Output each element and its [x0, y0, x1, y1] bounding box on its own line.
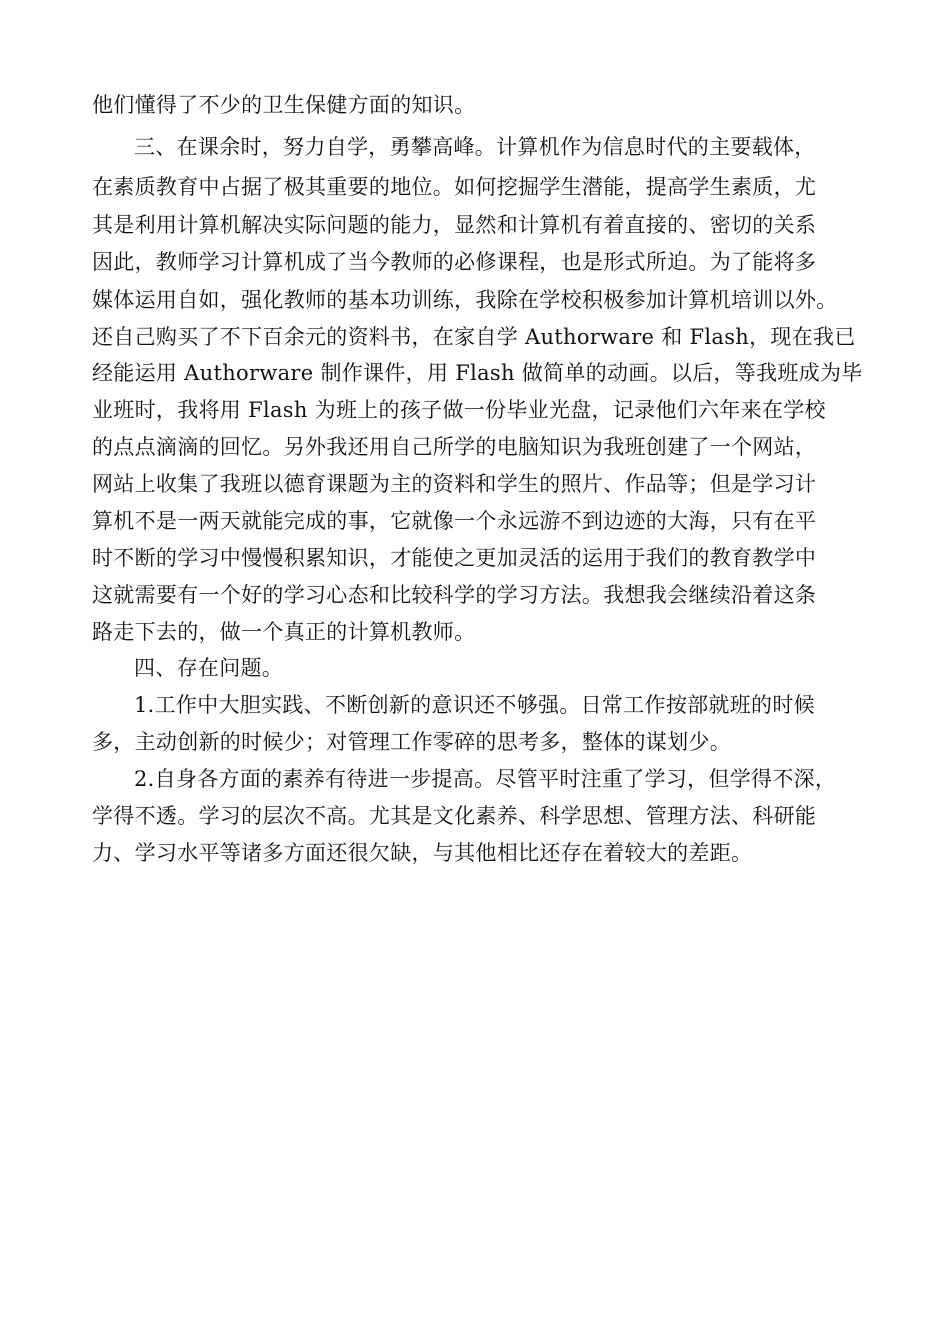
problem-item-1-line: 1.工作中大胆实践、不断创新的意识还不够强。日常工作按部就班的时候: [134, 693, 815, 717]
text-line: 时不断的学习中慢慢积累知识，才能使之更加灵活的运用于我们的教育教学中: [92, 546, 817, 570]
text-line: 力、学习水平等诸多方面还很欠缺，与其他相比还存在着较大的差距。: [92, 841, 753, 865]
text-line: 路走下去的，做一个真正的计算机教师。: [92, 620, 476, 644]
text-line: 媒体运用自如，强化教师的基本功训练，我除在学校积极参加计算机培训以外。: [92, 288, 838, 312]
text-line: 的点点滴滴的回忆。另外我还用自己所学的电脑知识为我班创建了一个网站，: [92, 435, 817, 459]
text-line: 算机不是一两天就能完成的事，它就像一个永远游不到边迹的大海，只有在平: [92, 509, 817, 533]
text-line: 学得不透。学习的层次不高。尤其是文化素养、科学思想、管理方法、科研能: [92, 804, 817, 828]
text-line: 经能运用 Authorware 制作课件，用 Flash 做简单的动画。以后，等我班成为毕: [92, 361, 863, 385]
text-line: 其是利用计算机解决实际问题的能力，显然和计算机有着直接的、密切的关系: [92, 213, 817, 237]
text-line: 业班时，我将用 Flash 为班上的孩子做一份毕业光盘，记录他们六年来在学校: [92, 398, 826, 422]
text-line: 多，主动创新的时候少；对管理工作零碎的思考多，整体的谋划少。: [92, 730, 731, 754]
text-line: 因此，教师学习计算机成了当今教师的必修课程，也是形式所迫。为了能将多: [92, 250, 817, 274]
text-line: 这就需要有一个好的学习心态和比较科学的学习方法。我想我会继续沿着这条: [92, 583, 817, 607]
section-three-heading-line: 三、在课余时，努力自学，勇攀高峰。计算机作为信息时代的主要载体，: [134, 135, 816, 159]
text-line: 网站上收集了我班以德育课题为主的资料和学生的照片、作品等；但是学习计: [92, 472, 817, 496]
text-line: 在素质教育中占据了极其重要的地位。如何挖掘学生潜能，提高学生素质，尤: [92, 175, 817, 199]
problem-item-2-line: 2.自身各方面的素养有待进一步提高。尽管平时注重了学习，但学得不深，: [134, 767, 837, 791]
text-line: 他们懂得了不少的卫生保健方面的知识。: [92, 93, 476, 117]
section-four-heading: 四、存在问题。: [134, 656, 284, 680]
text-line: 还自己购买了不下百余元的资料书，在家自学 Authorware 和 Flash，现在我已: [92, 325, 856, 349]
